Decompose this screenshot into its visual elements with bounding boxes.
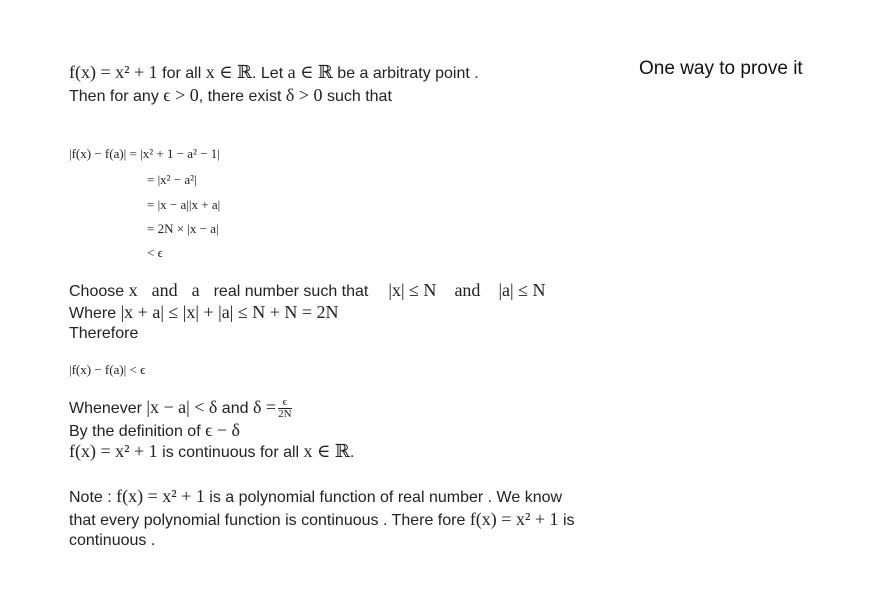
- text: Whenever: [69, 400, 147, 417]
- text: Where: [69, 305, 121, 322]
- text: such that: [322, 88, 392, 105]
- intro-line-2: [69, 85, 392, 106]
- whenever-line: [69, 397, 292, 420]
- math: f(x) = x² + 1: [116, 486, 205, 506]
- derivation-line-2: = |x² − a²|: [147, 172, 197, 187]
- note-line-1: [69, 486, 562, 507]
- derivation-line-3: = |x − a||x + a|: [147, 197, 221, 212]
- note-line-3: continuous .: [69, 532, 156, 549]
- text: is continuous for all: [157, 444, 304, 461]
- math: |x − a| < δ: [146, 397, 218, 417]
- text: , there exist: [198, 88, 286, 105]
- math: and: [454, 280, 481, 300]
- intro-line-1: [69, 62, 479, 83]
- math: f(x) = x² + 1: [69, 441, 158, 461]
- derivation-line-4: = 2N × |x − a|: [147, 221, 219, 236]
- math: δ =: [252, 397, 277, 417]
- math: |x + a| ≤ |x| + |a| ≤ N + N = 2N: [120, 302, 339, 322]
- where-line: [69, 302, 339, 323]
- fraction-numerator: ϵ: [278, 397, 291, 409]
- text: for all: [157, 65, 206, 82]
- therefore-line: Therefore: [69, 325, 139, 342]
- math: ϵ > 0: [163, 85, 199, 105]
- text: Note :: [69, 489, 117, 506]
- math: f(x) = x² + 1: [469, 509, 559, 529]
- math: x ∈ ℝ: [205, 62, 252, 82]
- text: that every polynomial function is continuous . There fore: [69, 512, 470, 529]
- side-note: One way to prove it: [639, 58, 803, 79]
- text: Choose: [69, 283, 129, 300]
- math: δ > 0: [285, 85, 323, 105]
- fraction-denominator: 2N: [278, 408, 292, 421]
- choose-line: [69, 280, 546, 301]
- text: By the definition of: [69, 423, 206, 440]
- math: and: [151, 280, 178, 300]
- text: .: [349, 444, 355, 461]
- math: f(x) = x² + 1: [69, 62, 158, 82]
- math: x ∈ ℝ: [303, 441, 350, 461]
- result-line: |f(x) − f(a)| < ϵ: [69, 362, 146, 377]
- fraction: [278, 397, 291, 420]
- conclusion-line: [69, 441, 354, 462]
- note-line-2: [69, 509, 575, 530]
- text: . Let: [252, 65, 288, 82]
- math: a ∈ ℝ: [287, 62, 333, 82]
- text: real number such that: [213, 283, 369, 300]
- text: is a polynomial function of real number . We know: [204, 489, 563, 506]
- math: x: [128, 280, 138, 300]
- math: ϵ − δ: [205, 420, 241, 440]
- math: |x| ≤ N: [388, 280, 437, 300]
- text: be a arbitraty point .: [332, 65, 479, 82]
- derivation-line-5: < ϵ: [147, 245, 163, 260]
- by-definition-line: [69, 420, 240, 441]
- text: is: [558, 512, 575, 529]
- math: |a| ≤ N: [498, 280, 546, 300]
- text: and: [217, 400, 253, 417]
- text: Then for any: [69, 88, 164, 105]
- math: a: [191, 280, 200, 300]
- derivation-line-1: |f(x) − f(a)| = |x² + 1 − a² − 1|: [69, 146, 220, 161]
